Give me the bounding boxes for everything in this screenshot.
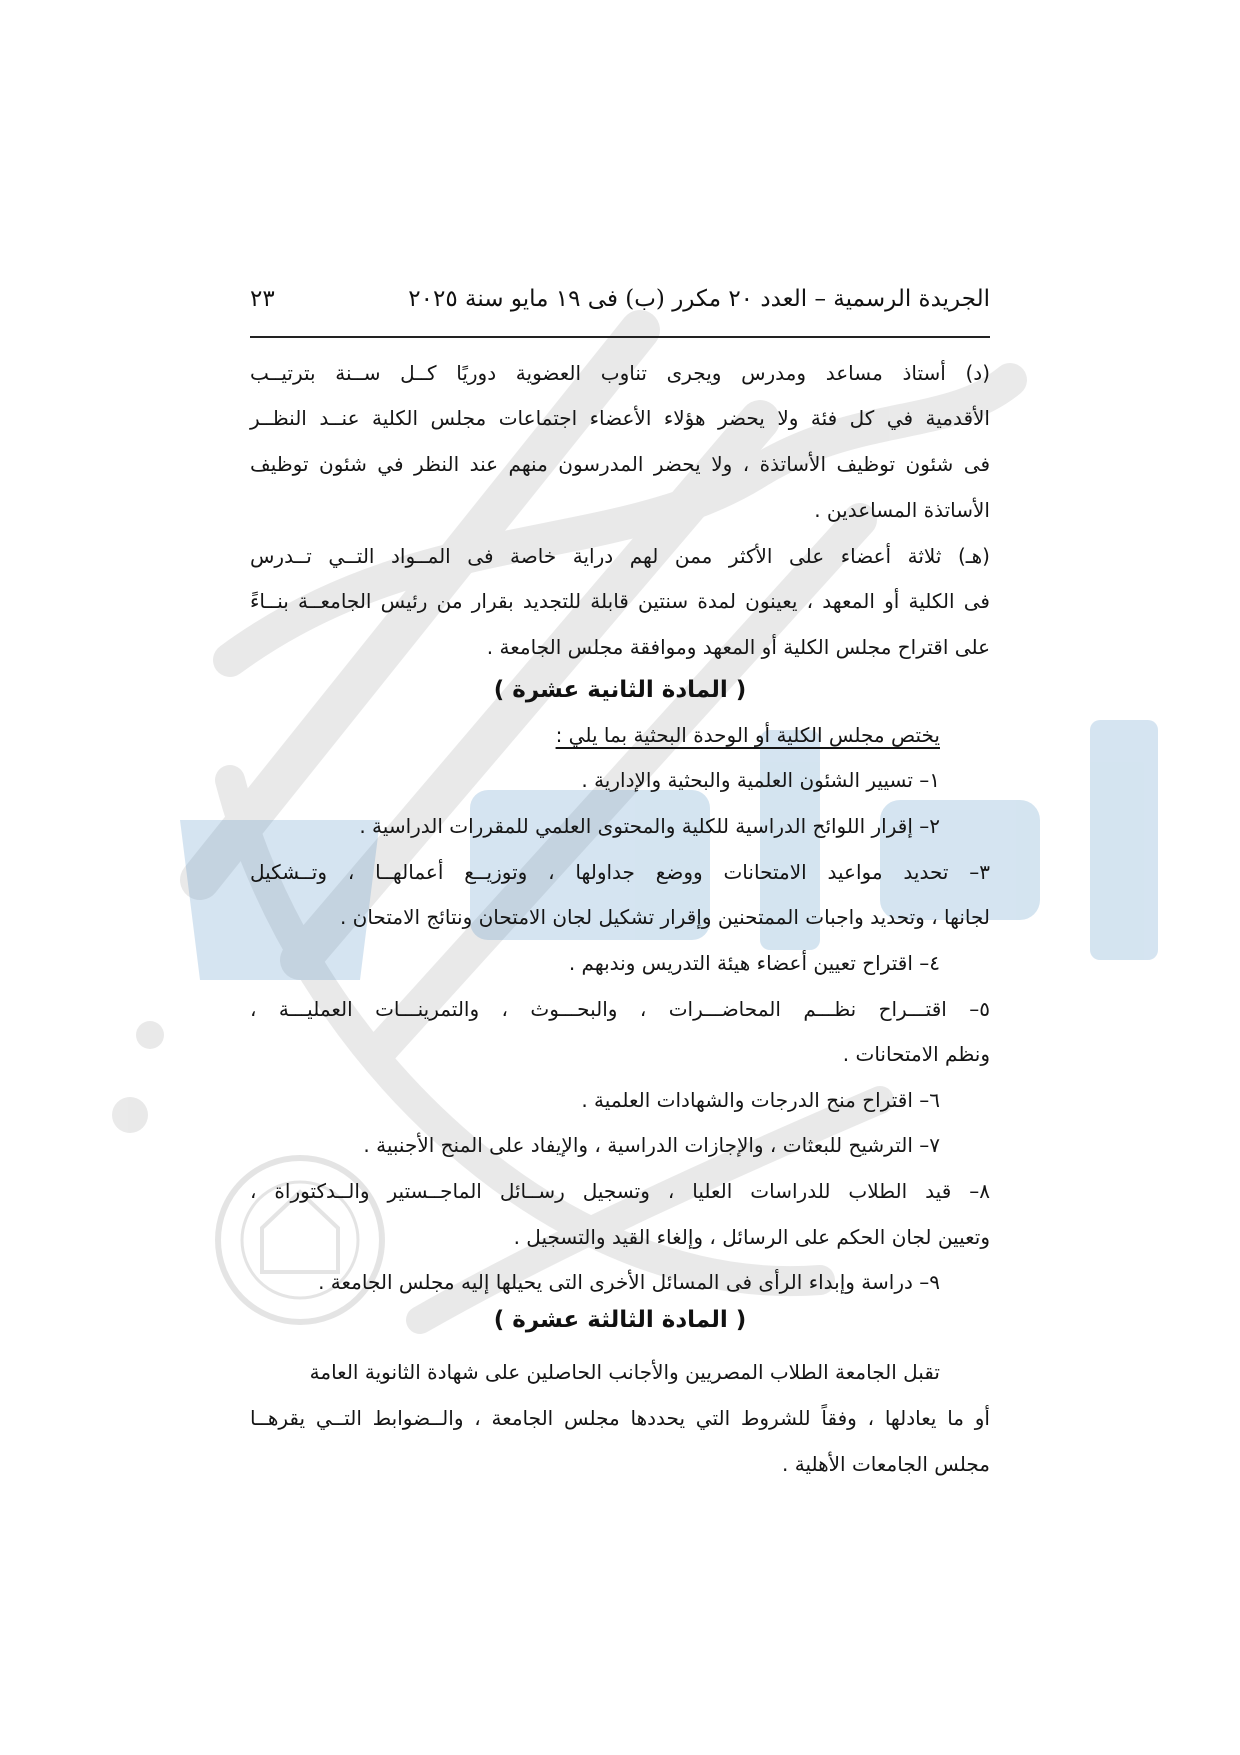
list-item: ٦– اقتراح منح الدرجات والشهادات العلمية . — [581, 1088, 940, 1112]
watermark-letter-shape — [180, 820, 380, 980]
body-line: الأساتذة المساعدين . — [814, 498, 990, 522]
list-item: ٩– دراسة وإبداء الرأى فى المسائل الأخرى التى يحيلها إليه مجلس الجامعة . — [318, 1270, 940, 1294]
list-item: ٨– قيد الطلاب للدراسات العليا ، وتسجيل رســائل الماجــستير والــدكتوراة ، — [250, 1179, 990, 1203]
list-item-continuation: لجانها ، وتحديد واجبات الممتحنين وإقرار تشكيل لجان الامتحان ونتائج الامتحان . — [339, 905, 990, 929]
list-item-continuation: وتعيين لجان الحكم على الرسائل ، وإلغاء القيد والتسجيل . — [513, 1225, 990, 1249]
list-item: ١– تسيير الشئون العلمية والبحثية والإدارية . — [581, 768, 940, 792]
list-item: ٢– إقرار اللوائح الدراسية للكلية والمحتوى العلمي للمقررات الدراسية . — [359, 814, 940, 838]
watermark-dot — [136, 1021, 164, 1049]
body-line: (د) أستاذ مساعد ومدرس ويجرى تناوب العضوية دوريًا كــل ســنة بترتيــب — [250, 361, 990, 385]
watermark-dot — [112, 1097, 148, 1133]
body-line: الأقدمية في كل فئة ولا يحضر هؤلاء الأعضاء اجتماعات مجلس الكلية عنــد النظــر — [250, 406, 990, 430]
watermark-letter-shape — [1090, 720, 1158, 960]
list-item: ٤– اقتراح تعيين أعضاء هيئة التدريس وندبهم . — [568, 951, 940, 975]
list-item: ٣– تحديد مواعيد الامتحانات ووضع جداولها ، وتوزيــع أعمالهــا ، وتــشكيل — [250, 860, 990, 884]
body-line: تقبل الجامعة الطلاب المصريين والأجانب الحاصلين على شهادة الثانوية العامة — [309, 1360, 940, 1384]
list-item-continuation: ونظم الامتحانات . — [842, 1042, 990, 1066]
list-item: ٧– الترشيح للبعثات ، والإجازات الدراسية ، والإيفاد على المنح الأجنبية . — [363, 1133, 940, 1157]
article-12-heading: ( المادة الثانية عشرة ) — [493, 677, 747, 703]
page-header — [250, 278, 990, 322]
body-line: مجلس الجامعات الأهلية . — [782, 1452, 990, 1476]
article-12-intro — [556, 720, 940, 750]
gazette-title: الجريدة الرسمية – العدد ٢٠ مكرر (ب) فى ١٩ مايو سنة ٢٠٢٥ — [408, 286, 990, 312]
body-line: (هـ) ثلاثة أعضاء على الأكثر ممن لهم دراية خاصة فى المــواد التــي تــدرس — [250, 544, 990, 568]
article-13-heading: ( المادة الثالثة عشرة ) — [493, 1307, 747, 1333]
body-line: أو ما يعادلها ، وفقاً للشروط التي يحددها مجلس الجامعة ، والــضوابط التــي يقرهــا — [250, 1406, 990, 1430]
body-line: فى شئون توظيف الأساتذة ، ولا يحضر المدرسون منهم عند النظر في شئون توظيف — [250, 452, 990, 476]
page-number: ٢٣ — [250, 286, 275, 312]
body-line: على اقتراح مجلس الكلية أو المعهد وموافقة مجلس الجامعة . — [486, 635, 990, 659]
body-line: فى الكلية أو المعهد ، يعينون لمدة سنتين قابلة للتجديد بقرار من رئيس الجامعــة بنــاءً — [250, 589, 990, 613]
list-item: ٥– اقتـــراح نظـــم المحاضـــرات ، والبحـــوث ، والتمرينـــات العمليـــة ، — [250, 997, 990, 1021]
header-divider — [250, 336, 990, 338]
article-12-intro-text: يختص مجلس الكلية أو الوحدة البحثية بما يلي : — [555, 723, 940, 747]
